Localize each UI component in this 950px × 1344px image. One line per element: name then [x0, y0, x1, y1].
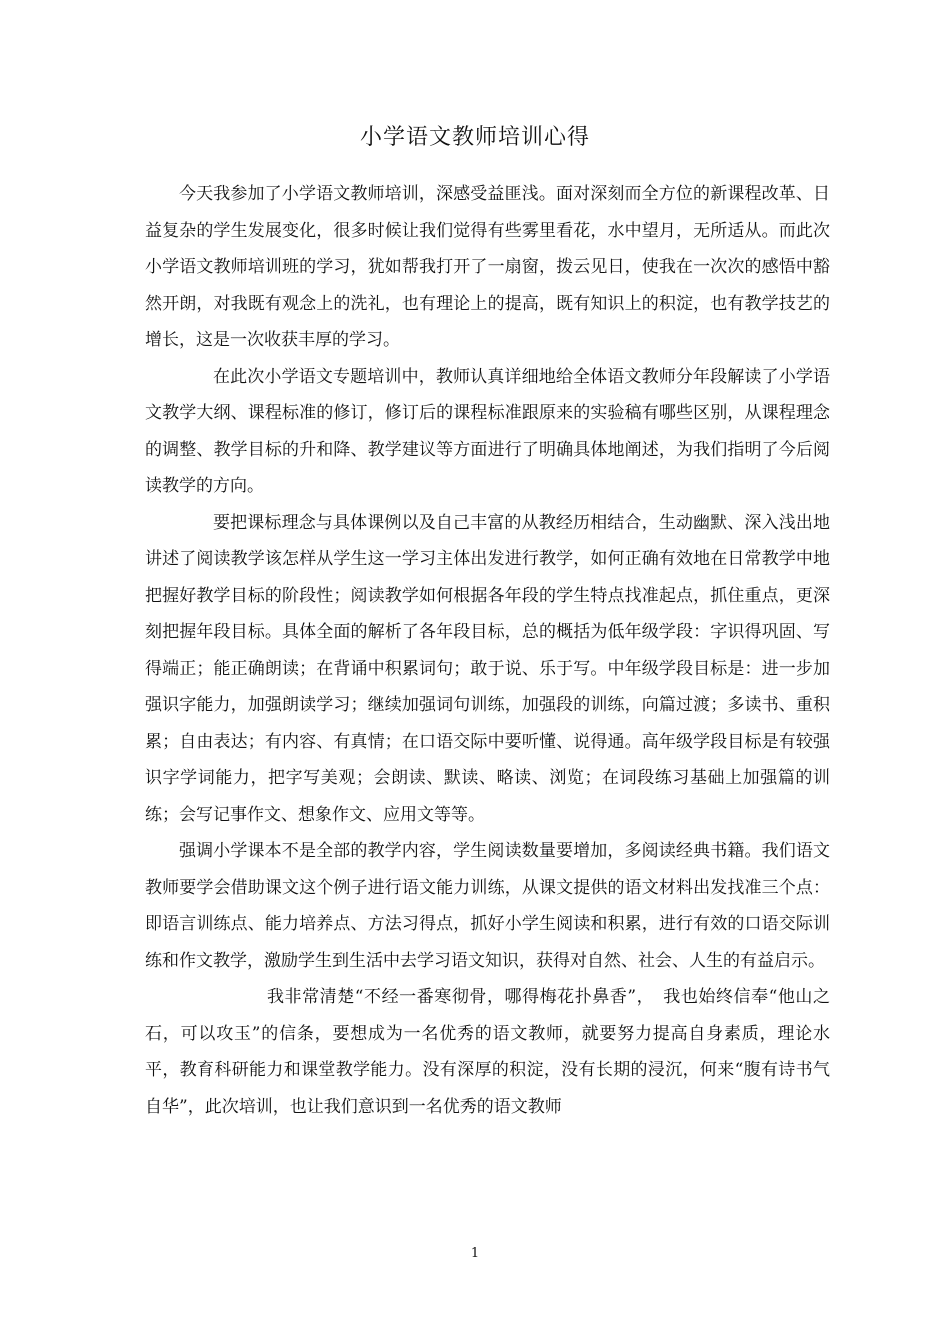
document-body	[145, 176, 830, 1125]
page-number: 1	[470, 1246, 480, 1261]
paragraph-2: 在此次小学语文专题培训中，教师认真详细地给全体语文教师分年段解读了小学语文教学大纲、课程标准的修订，修订后的课程标准跟原来的实验稿有哪些区别，从课程理念的调整、教学目标的升和降、教学建议等方面进行了明确具体地阐述，为我们指明了今后阅读教学的方向。	[145, 366, 830, 496]
paragraph-1: 今天我参加了小学语文教师培训，深感受益匪浅。面对深刻而全方位的新课程改革、日益复杂的学生发展变化，很多时候让我们觉得有些雾里看花，水中望月，无所适从。而此次小学语文教师培训班的学习，犹如帮我打开了一扇窗，拨云见日，使我在一次次的感悟中豁然开朗，对我既有观念上的洗礼，也有理论上的提高，既有知识上的积淀，也有教学技艺的增长，这是一次收获丰厚的学习。	[145, 184, 830, 350]
paragraph-5: 我非常清楚“不经一番寒彻骨，哪得梅花扑鼻香”， 我也始终信奉“他山之石，可以攻玉”的信条，要想成为一名优秀的语文教师，就要努力提高自身素质，理论水平，教育科研能力和课堂教学能力。没有深厚的积淀，没有长期的浸沉，何来“腹有诗书气自华”，此次培训，也让我们意识到一名优秀的语文教师	[145, 987, 830, 1117]
paragraph-4: 强调小学课本不是全部的教学内容，学生阅读数量要增加，多阅读经典书籍。我们语文教师要学会借助课文这个例子进行语文能力训练，从课文提供的语文材料出发找准三个点：即语言训练点、能力培养点、方法习得点，抓好小学生阅读和积累，进行有效的口语交际训练和作文教学，激励学生到生活中去学习语文知识，获得对自然、社会、人生的有益启示。	[145, 841, 830, 971]
document-title: 小学语文教师培训心得	[359, 125, 590, 150]
paragraph-3: 要把课标理念与具体课例以及自己丰富的从教经历相结合，生动幽默、深入浅出地讲述了阅读教学该怎样从学生这一学习主体出发进行教学，如何正确有效地在日常教学中地把握好教学目标的阶段性；阅读教学如何根据各年段的学生特点找准起点，抓住重点，更深刻把握年段目标。具体全面的解析了各年段目标，总的概括为低年级学段：字识得巩固、写得端正；能正确朗读；在背诵中积累词句；敢于说、乐于写。中年级学段目标是：进一步加强识字能力，加强朗读学习；继续加强词句训练，加强段的训练，向篇过渡；多读书、重积累；自由表达；有内容、有真情；在口语交际中要听懂、说得通。高年级学段目标是有较强识字学词能力，把字写美观；会朗读、默读、略读、浏览；在词段练习基础上加强篇的训练；会写记事作文、想象作文、应用文等等。	[145, 512, 830, 825]
